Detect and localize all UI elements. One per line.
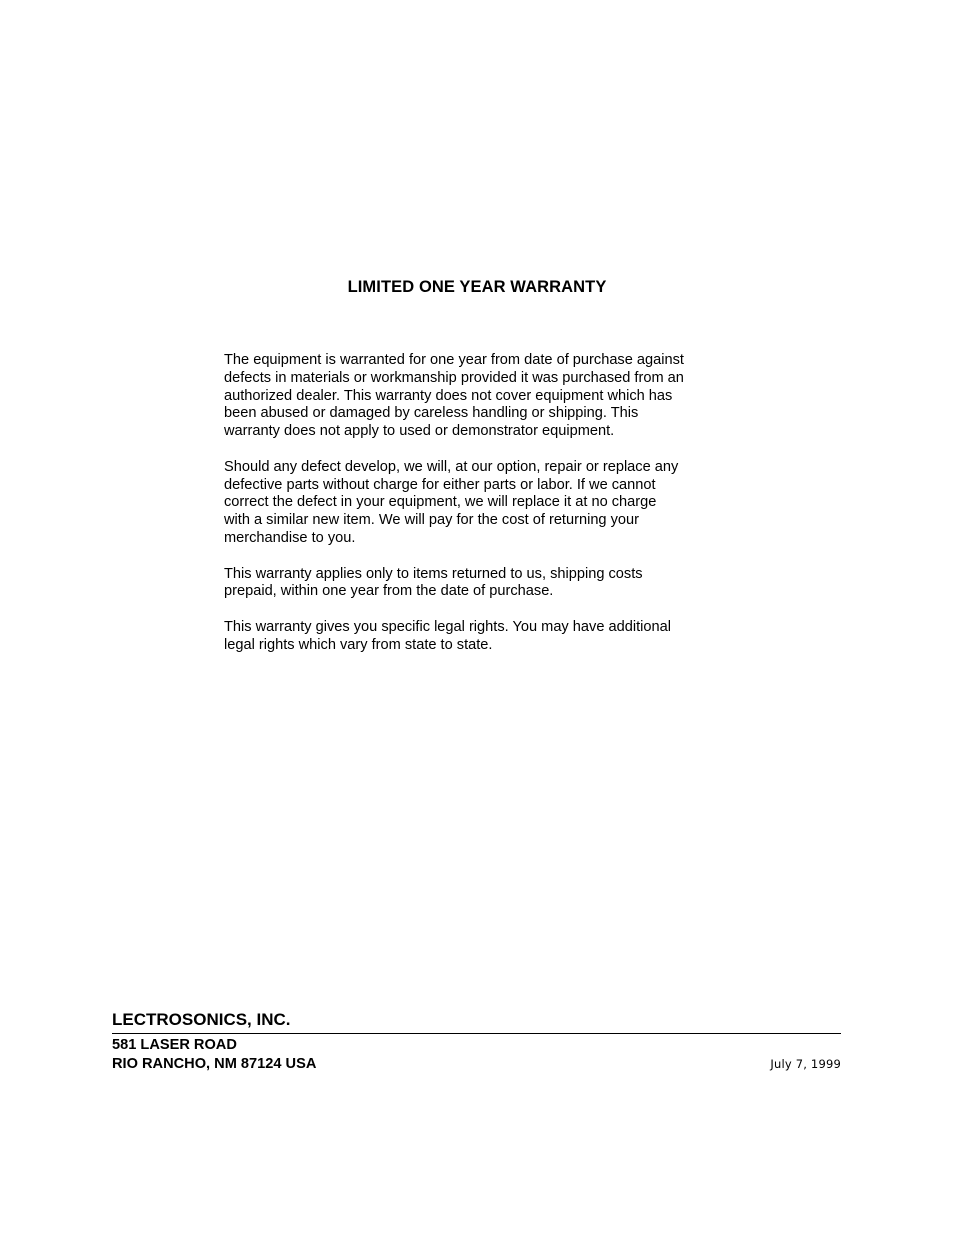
address-line-1: 581 LASER ROAD: [112, 1037, 237, 1053]
warranty-paragraph: The equipment is warranted for one year from date of purchase against defects in materials or workmanship provided it was purchased from an authorized dealer. This warranty does not cover equipment which has been abused or damaged by careless handling or shipping. This warranty does not apply to used or demonstrator equipment.: [224, 352, 684, 440]
warranty-paragraph: This warranty applies only to items returned to us, shipping costs prepaid, within one year from the date of purchase.: [224, 565, 643, 600]
page-title: LIMITED ONE YEAR WARRANTY: [347, 278, 607, 296]
warranty-body: [224, 352, 744, 672]
document-date: July 7, 1999: [770, 1057, 841, 1071]
company-name: LECTROSONICS, INC.: [112, 1010, 291, 1029]
company-address: [112, 1036, 316, 1073]
footer-divider: [112, 1033, 841, 1034]
warranty-paragraph: Should any defect develop, we will, at our option, repair or replace any defective parts without charge for either parts or labor. If we cannot correct the defect in your equipment, we will replace it at no charge with a similar new item. We will pay for the cost of returning your merchandise to you.: [224, 458, 679, 546]
address-line-2: RIO RANCHO, NM 87124 USA: [112, 1055, 317, 1072]
warranty-paragraph: This warranty gives you specific legal rights. You may have additional legal rights which vary from state to state.: [224, 618, 671, 653]
